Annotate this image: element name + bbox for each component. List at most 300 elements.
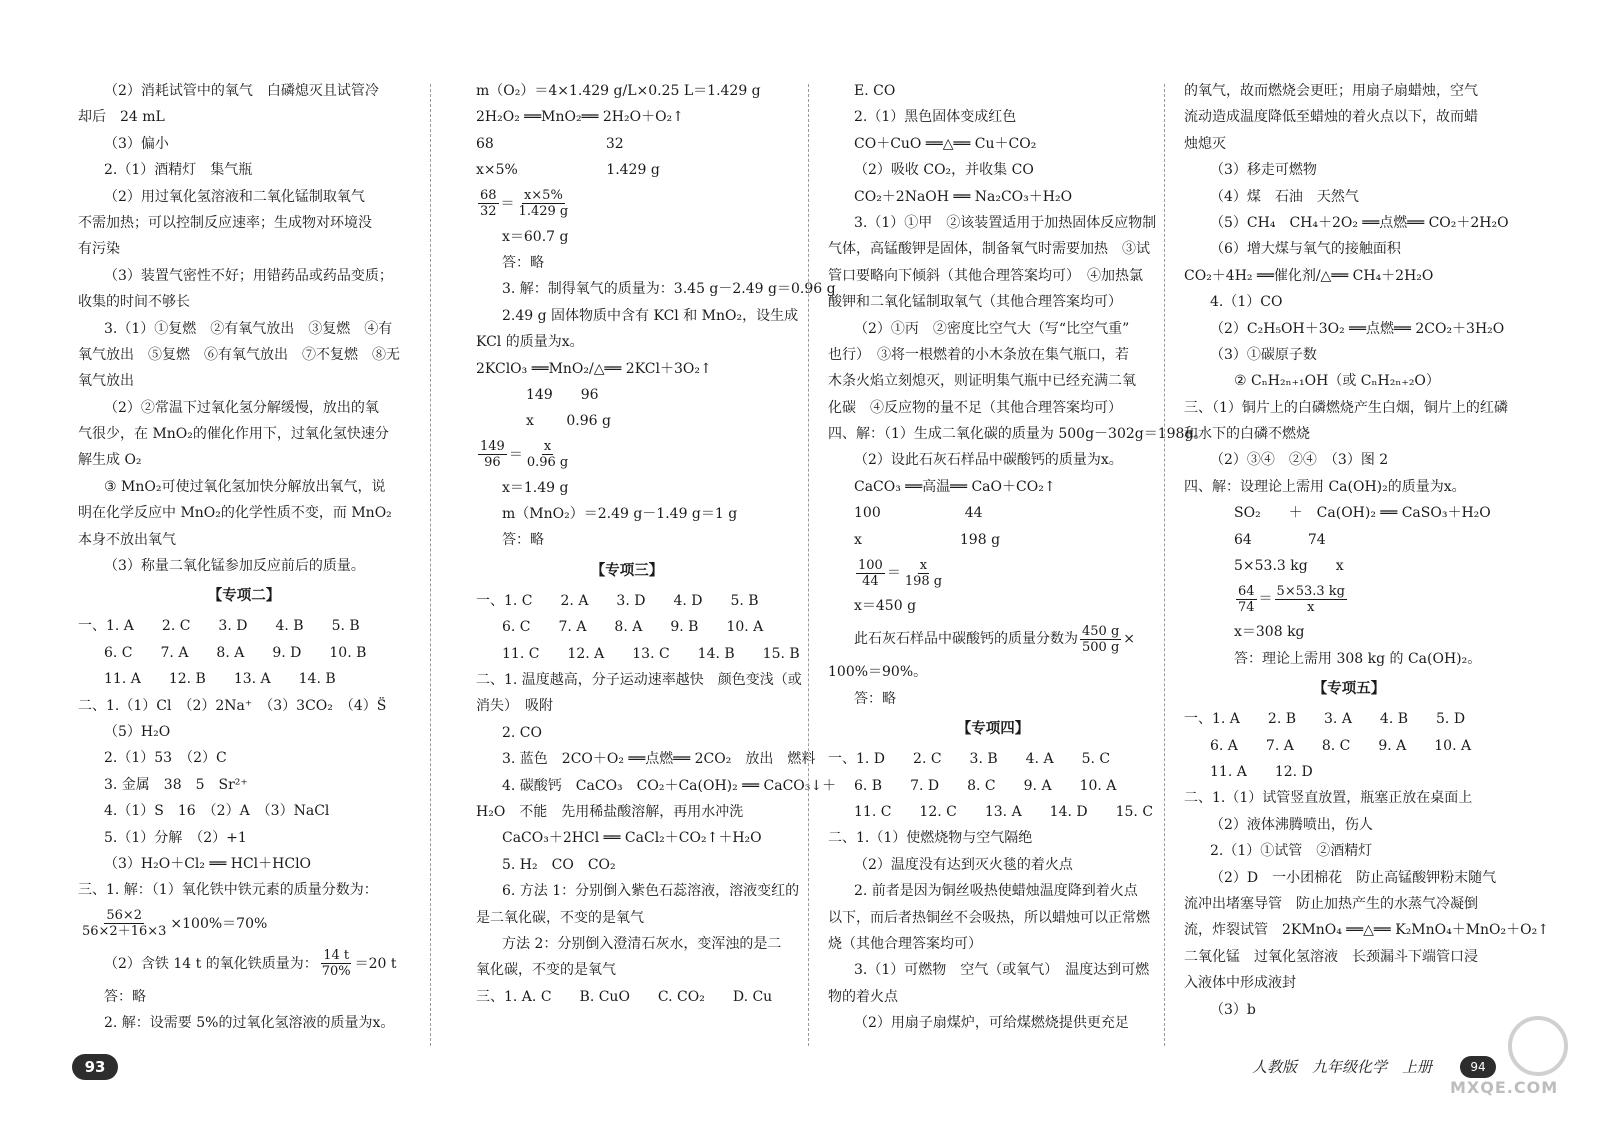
line-text: x×5% 1.429 g [476, 162, 660, 179]
line-text: 2.（1）酒精灯 集气瓶 [104, 162, 253, 179]
answer-line [476, 104, 778, 130]
line-text: E. CO [854, 83, 896, 99]
answer-line [828, 984, 1158, 1010]
line-text: 3. 金属 38 5 Sr²⁺ [104, 776, 248, 793]
fraction-numerator: 149 [480, 439, 505, 455]
answer-line [828, 825, 1158, 851]
line-text: （2）②常温下过氧化氢分解缓慢，放出的氧 [104, 399, 379, 416]
line-text: 【专项三】 [590, 562, 664, 579]
line-text: 2.（1）①试管 ②酒精灯 [1210, 843, 1373, 860]
fraction [320, 948, 353, 979]
line-text: （2）③④ ②④ （3）图 2 [1210, 452, 1389, 469]
line-text: 答：理论上需用 308 kg 的 Ca(OH)₂。 [1234, 650, 1482, 667]
line-text: CO₂＋2NaOH ══ Na₂CO₃＋H₂O [854, 188, 1073, 205]
answer-line [828, 773, 1158, 799]
line-text: 化碳 ④反应物的量不足（其他合理答案均可） [828, 399, 1122, 416]
line-text: 答：略 [104, 988, 146, 1005]
fraction-denominator: x [1307, 599, 1315, 615]
answer-line [828, 289, 1158, 315]
line-text: 2. CO [502, 724, 542, 741]
page-number-right: 94 [1460, 1056, 1496, 1078]
line-text: ＝ [500, 195, 515, 212]
answer-line [828, 395, 1158, 421]
answer-column-1 [78, 78, 410, 1037]
section-heading [476, 554, 778, 588]
line-text: 酸钾和二氧化锰制取氧气（其他合理答案均可） [828, 294, 1122, 311]
line-text: （5）CH₄ CH₄＋2O₂ ══点燃══ CO₂＋2H₂O [1210, 214, 1509, 231]
line-text: （3）①碳原子数 [1210, 346, 1317, 363]
line-text: 6. 方法 1：分别倒入紫色石蕊溶液，溶液变红的 [502, 883, 800, 900]
line-text: 三、1. A. C B. CuO C. CO₂ D. Cu [476, 988, 773, 1005]
line-text: 5×53.3 kg x [1234, 558, 1344, 575]
answer-line [1184, 421, 1514, 447]
answer-line [476, 825, 778, 851]
fraction-numerator: 5×53.3 kg [1276, 583, 1345, 599]
line-text: 【专项二】 [207, 588, 281, 605]
line-text: x＝450 g [854, 598, 917, 615]
fraction [525, 439, 570, 470]
answer-line [476, 501, 778, 527]
answer-line [1184, 527, 1514, 553]
answer-line [476, 641, 800, 667]
answer-line [1184, 646, 1514, 672]
line-text: 氧气放出 ⑤复燃 ⑥有氧气放出 ⑦不复燃 ⑧无 [78, 346, 400, 363]
answer-line [476, 250, 778, 276]
answer-line [78, 904, 410, 944]
answer-line [1184, 184, 1514, 210]
answer-line [828, 659, 1158, 685]
line-text: 答：略 [502, 532, 544, 549]
fraction-denominator: 74 [1238, 599, 1255, 615]
line-text: 入液体中形成液封 [1184, 975, 1296, 992]
answer-line [78, 1010, 410, 1036]
answer-line [78, 342, 410, 368]
line-text: 11. A 12. D [1210, 763, 1313, 780]
answer-line [828, 852, 1158, 878]
line-text: 气体，高锰酸钾是固体，制备氧气时需要加热 ③试 [828, 241, 1150, 258]
answer-line [828, 131, 1158, 157]
line-text: 6. B 7. D 8. C 9. A 10. A [854, 777, 1117, 794]
answer-line [1184, 474, 1514, 500]
answer-line [78, 527, 410, 553]
fraction-numerator: x×5% [523, 188, 563, 204]
line-text: 三、（1）铜片上的白磷燃烧产生白烟，铜片上的红磷 [1184, 399, 1508, 416]
answer-line [828, 421, 1208, 447]
answer-line [1184, 289, 1514, 315]
section-heading [1184, 672, 1514, 706]
answer-line [828, 78, 1158, 104]
line-text: （4）煤 石油 天然气 [1210, 188, 1359, 205]
line-text: ＝ [1258, 591, 1273, 608]
line-text: （6）增大煤与氧气的接触面积 [1210, 241, 1401, 258]
answer-line [1184, 619, 1514, 645]
answer-line [828, 799, 1158, 825]
answer-line [828, 236, 1158, 262]
line-text: CaCO₃＋2HCl ══ CaCl₂＋CO₂↑＋H₂O [502, 830, 762, 847]
answer-line [476, 878, 800, 904]
line-text: 4. 碳酸钙 CaCO₃ CO₂＋Ca(OH)₂ ══ CaCO₃↓＋ [502, 777, 837, 794]
answer-column-4 [1184, 78, 1549, 1023]
line-text: 二、1.（1）使燃烧物与空气隔绝 [828, 830, 1033, 847]
answer-line [1184, 157, 1514, 183]
answer-line [78, 447, 410, 473]
line-text: 5. H₂ CO CO₂ [502, 856, 616, 873]
answer-line [828, 905, 1158, 931]
section-heading [828, 712, 1158, 746]
answer-line [1184, 865, 1514, 891]
line-text: 2. 前者是因为铜丝吸热使蜡烛温度降到着火点 [854, 883, 1138, 900]
answer-line [476, 224, 778, 250]
answer-line [828, 878, 1158, 904]
line-text: 本身不放出氧气 [78, 531, 176, 548]
answer-line [476, 746, 816, 772]
fraction-denominator: 70% [321, 964, 351, 980]
answer-line [476, 131, 778, 157]
line-text: 一、1. D 2. C 3. B 4. A 5. C [828, 751, 1111, 768]
line-text: 二、1.（1）试管竖直放置，瓶塞正放在桌面上 [1184, 790, 1473, 807]
line-text: （3）b [1210, 1001, 1256, 1018]
fraction [478, 188, 499, 219]
answer-line [1184, 553, 1514, 579]
line-text: 收集的时间不够长 [78, 294, 190, 311]
line-text: 11. A 12. B 13. A 14. B [104, 671, 336, 688]
line-text: 以下，而后者热铜丝不会吸热，所以蜡烛可以正常燃 [828, 909, 1150, 926]
line-text: 答：略 [854, 690, 896, 707]
answer-line [828, 619, 1158, 659]
answer-line [828, 931, 1158, 957]
answer-line [828, 527, 1158, 553]
fraction-denominator: 500 g [1082, 639, 1120, 655]
line-text: ③ MnO₂可使过氧化氢加快分解放出氧气，说 [104, 478, 386, 495]
line-text: 2. 解：设需要 5%的过氧化氢溶液的质量为x。 [104, 1015, 395, 1032]
line-text: （2）吸收 CO₂，并收集 CO [854, 162, 1034, 179]
line-text: 二、1.（1）Cl （2）2Na⁺ （3）3CO₂ （4）S̈ [78, 697, 387, 714]
line-text: 2.（1）53 （2）C [104, 750, 227, 767]
fraction [478, 439, 507, 470]
answer-line [1184, 447, 1514, 473]
answer-line [476, 329, 778, 355]
answer-line [828, 1010, 1158, 1036]
line-text: 11. C 12. A 13. C 14. B 15. B [502, 645, 800, 662]
answer-line [78, 553, 410, 579]
line-text: （3）装置气密性不好；用错药品或药品变质； [104, 267, 393, 284]
answer-line [78, 157, 410, 183]
line-text: 管口要略向下倾斜（其他合理答案均可） ④加热氯 [828, 267, 1143, 284]
answer-line [1184, 838, 1514, 864]
answer-line [78, 613, 410, 639]
line-text: （2）含铁 14 t 的氧化铁质量为： [104, 955, 318, 972]
line-text: x 198 g [854, 531, 1001, 548]
answer-line [828, 957, 1158, 983]
answer-line [476, 276, 836, 302]
watermark-text: MXQE.COM [1450, 1078, 1559, 1097]
fraction [80, 908, 168, 939]
line-text: × [1123, 631, 1136, 648]
line-text: 6. A 7. A 8. C 9. A 10. A [1210, 737, 1472, 754]
line-text: 2.49 g 固体物质中含有 KCl 和 MnO₂，设生成 [502, 307, 799, 324]
line-text: 氧化碳，不变的是氧气 [476, 962, 616, 979]
answer-line [828, 553, 1158, 593]
answer-line [78, 368, 410, 394]
line-text: 气很少，在 MnO₂的催化作用下，过氧化氢快速分 [78, 426, 389, 443]
line-text: CaCO₃ ══高温══ CaO＋CO₂↑ [854, 478, 1056, 495]
fraction-denominator: 198 g [904, 573, 943, 589]
line-text: 四、解：设理论上需用 Ca(OH)₂的质量为x。 [1184, 478, 1466, 495]
line-text: ＝ [886, 565, 901, 582]
line-text: （3）偏小 [104, 135, 169, 152]
answer-line [1184, 970, 1514, 996]
line-text: （2）D 一小团棉花 防止高锰酸钾粉末随气 [1210, 869, 1497, 886]
line-text: x＝60.7 g [502, 228, 569, 245]
line-text: m（MnO₂）＝2.49 g－1.49 g＝1 g [502, 506, 738, 523]
line-text: 4.（1）CO [1210, 294, 1283, 311]
line-text: 68 32 [476, 135, 624, 152]
answer-line [476, 852, 778, 878]
line-text: 3.（1）①复燃 ②有氧气放出 ③复燃 ④有 [104, 320, 393, 337]
line-text: 6. C 7. A 8. A 9. D 10. B [104, 644, 367, 661]
line-text: （3）移走可燃物 [1210, 162, 1317, 179]
line-text: 二、1. 温度越高，分子运动速率越快 颜色变浅（或 [476, 672, 802, 689]
answer-line [78, 421, 410, 447]
line-text: 方法 2：分别倒入澄清石灰水，变浑浊的是二 [502, 935, 782, 952]
line-text: 消失） 吸附 [476, 698, 553, 715]
line-text: （2）设此石灰石样品中碳酸钙的质量为x。 [854, 452, 1123, 469]
line-text: （2）温度没有达到灭火毯的着火点 [854, 856, 1073, 873]
line-text: 64 74 [1234, 531, 1326, 548]
answer-line [1184, 316, 1514, 342]
fraction [517, 188, 571, 219]
line-text: 一、1. A 2. B 3. A 4. B 5. D [1184, 711, 1466, 728]
answer-line [78, 944, 410, 984]
answer-line [476, 957, 778, 983]
fraction-numerator: 64 [1238, 583, 1255, 599]
line-text: 100%＝90%。 [828, 664, 928, 681]
answer-line [78, 131, 410, 157]
answer-line [78, 851, 410, 877]
answer-line [476, 588, 778, 614]
fraction-numerator: 450 g [1082, 623, 1120, 639]
line-text: （3）H₂O＋Cl₂ ══ HCl＋HClO [104, 855, 312, 872]
answer-line [78, 104, 410, 130]
line-text: 3. 蓝色 2CO＋O₂ ══点燃══ 2CO₂ 放出 燃料 [502, 751, 816, 768]
line-text: （2）C₂H₅OH＋3O₂ ══点燃══ 2CO₂＋3H₂O [1210, 320, 1505, 337]
line-text: 3.（1）①甲 ②该装置适用于加热固体反应物制 [854, 214, 1157, 231]
answer-line [476, 382, 778, 408]
answer-line [476, 720, 778, 746]
answer-line [476, 356, 778, 382]
fraction [1236, 584, 1257, 615]
answer-line [78, 640, 410, 666]
fraction-denominator: 44 [862, 573, 879, 589]
line-text: H₂O 不能 先用稀盐酸溶解，再用水冲洗 [476, 803, 744, 820]
line-text: 2KClO₃ ══MnO₂/△══ 2KCl＋3O₂↑ [476, 360, 712, 377]
answer-line [828, 447, 1158, 473]
answer-line [1184, 733, 1514, 759]
page-number-left: 93 [72, 1054, 118, 1080]
line-text: ＝ [508, 446, 523, 463]
answer-line [1184, 78, 1514, 104]
answer-line [1184, 944, 1514, 970]
answer-line [476, 693, 778, 719]
line-text: 的氧气，故而燃烧会更旺；用扇子扇蜡烛，空气 [1184, 83, 1478, 99]
fraction-denominator: 96 [484, 455, 501, 471]
fraction-numerator: 68 [480, 188, 497, 204]
answer-line [476, 157, 778, 183]
line-text: 3. 解：制得氧气的质量为：3.45 g－2.49 g＝0.96 g [502, 281, 836, 298]
line-text: 6. C 7. A 8. A 9. B 10. A [502, 619, 764, 636]
answer-line [476, 984, 778, 1010]
answer-line [828, 104, 1158, 130]
line-text: x 0.96 g [526, 413, 611, 430]
line-text: 是二氧化碳，不变的是氧气 [476, 909, 644, 926]
line-text: 【专项四】 [956, 721, 1030, 738]
answer-line [1184, 500, 1514, 526]
column-divider [808, 84, 809, 1046]
fraction-denominator: 1.429 g [518, 204, 569, 220]
line-text: ② CₙH₂ₙ₊₁OH（或 CₙH₂ₙ₊₂O） [1234, 373, 1440, 390]
answer-line [476, 931, 782, 957]
watermark-logo-icon [1508, 1016, 1568, 1076]
answer-line [78, 316, 410, 342]
edition-label: 人教版 九年级化学 上册 [1252, 1058, 1433, 1076]
answer-line [828, 263, 1158, 289]
line-text: 不需加热；可以控制反应速率；生成物对环境没 [78, 214, 372, 231]
answer-line [1184, 210, 1514, 236]
answer-line [1184, 131, 1514, 157]
line-text: CO₂＋4H₂ ══催化剂/△══ CH₄＋2H₂O [1184, 267, 1434, 284]
answer-line [1184, 395, 1514, 421]
answer-line [1184, 759, 1514, 785]
answer-line [1184, 891, 1514, 917]
fraction-numerator: 100 [858, 557, 883, 573]
fraction-numerator: 56×2 [106, 908, 143, 924]
answer-line [78, 289, 410, 315]
line-text: 答：略 [502, 254, 544, 271]
answer-line [78, 184, 410, 210]
answer-line [78, 798, 410, 824]
line-text: （2）液体沸腾喷出，伤人 [1210, 816, 1373, 833]
line-text: x＝308 kg [1234, 624, 1305, 641]
answer-line [78, 236, 410, 262]
line-text: ×100%＝70% [170, 915, 268, 932]
answer-line [476, 527, 778, 553]
answer-line [476, 905, 778, 931]
answer-line [1184, 706, 1514, 732]
answer-line [1184, 368, 1514, 394]
answer-line [828, 500, 1158, 526]
line-text: 烧（其他合理答案均可） [828, 935, 982, 952]
line-text: 木条火焰立刻熄灭，则证明集气瓶中已经充满二氧 [828, 373, 1136, 390]
answer-line [78, 78, 410, 104]
answer-line [476, 184, 778, 224]
answer-line [476, 773, 837, 799]
line-text: 4.（1）S 16 （2）A （3）NaCl [104, 803, 330, 820]
line-text: ＝20 t [354, 955, 397, 972]
line-text: （5）H₂O [104, 723, 171, 740]
answer-line [828, 342, 1158, 368]
fraction [1275, 584, 1347, 615]
line-text: 解生成 O₂ [78, 452, 142, 469]
line-text: 流冲出堵塞导管 防止加热产生的水蒸气冷凝倒 [1184, 895, 1478, 912]
column-divider [1164, 84, 1165, 1046]
line-text: （2）①丙 ②密度比空气大（写“比空气重” [854, 320, 1130, 337]
line-text: 一、1. A 2. C 3. D 4. B 5. B [78, 618, 360, 635]
answer-line [78, 825, 410, 851]
fraction-denominator: 56×2＋16×3 [82, 924, 167, 940]
line-text: m（O₂）＝4×1.429 g/L×0.25 L＝1.429 g [476, 83, 761, 99]
line-text: 氧气放出 [78, 373, 134, 390]
answer-line [1184, 342, 1514, 368]
answer-line [1184, 812, 1514, 838]
answer-line [828, 157, 1158, 183]
fraction [856, 558, 885, 589]
answer-line [1184, 263, 1514, 289]
answer-line [476, 435, 778, 475]
line-text: 三、1. 解：（1）氧化铁中铁元素的质量分数为： [78, 882, 378, 899]
line-text: （2）用过氧化氢溶液和二氧化锰制取氧气 [104, 188, 365, 205]
answer-line [78, 474, 410, 500]
line-text: 一、1. C 2. A 3. D 4. D 5. B [476, 592, 759, 609]
answer-line [476, 475, 778, 501]
answer-line [476, 614, 778, 640]
answer-line [828, 593, 1158, 619]
answer-line [828, 474, 1158, 500]
line-text: （2）消耗试管中的氧气 白磷熄灭且试管冷 [104, 83, 379, 99]
answer-line [78, 745, 410, 771]
line-text: 3.（1）可燃物 空气（或氧气） 温度达到可燃 [854, 962, 1150, 979]
answer-column-2 [476, 78, 837, 1010]
line-text: 四、解：（1）生成二氧化碳的质量为 500g－302g＝198g。 [828, 426, 1208, 443]
answer-line [476, 78, 778, 104]
answer-line [78, 263, 410, 289]
line-text: 【专项五】 [1312, 681, 1386, 698]
fraction [903, 558, 944, 589]
answer-line [476, 303, 799, 329]
answer-line [828, 210, 1158, 236]
line-text: 烛熄灭 [1184, 135, 1226, 152]
fraction-denominator: 0.96 g [526, 455, 569, 471]
answer-line [1184, 917, 1549, 943]
answer-line [828, 746, 1158, 772]
line-text: CO＋CuO ══△══ Cu＋CO₂ [854, 135, 1037, 152]
section-heading [78, 579, 410, 613]
answer-line [1184, 997, 1514, 1023]
line-text: x＝1.49 g [502, 479, 569, 496]
answer-line [828, 368, 1158, 394]
answer-line [1184, 579, 1514, 619]
answer-line [78, 693, 410, 719]
line-text: KCl 的质量为x。 [476, 334, 584, 351]
line-text: 物的着火点 [828, 988, 898, 1005]
line-text: 2.（1）黑色固体变成红色 [854, 109, 1017, 126]
answer-line [78, 500, 410, 526]
answer-line [1184, 104, 1514, 130]
fraction-numerator: x [919, 557, 928, 573]
answer-line [828, 184, 1158, 210]
answer-line [78, 210, 410, 236]
column-divider [430, 84, 431, 1046]
line-text: 流动造成温度降低至蜡烛的着火点以下，故而蜡 [1184, 109, 1478, 126]
fraction-denominator: 32 [480, 204, 497, 220]
line-text: 明在化学反应中 MnO₂的化学性质不变，而 MnO₂ [78, 505, 392, 522]
answer-line [78, 877, 410, 903]
line-text: 5.（1）分解 （2）+1 [104, 829, 247, 846]
line-text: （2）用扇子扇煤炉，可给煤燃烧提供更充足 [854, 1015, 1129, 1032]
answer-line [78, 719, 410, 745]
answer-line [78, 395, 410, 421]
line-text: 和水下的白磷不燃烧 [1184, 426, 1310, 443]
line-text: （3）称量二氧化锰参加反应前后的质量。 [104, 558, 365, 575]
